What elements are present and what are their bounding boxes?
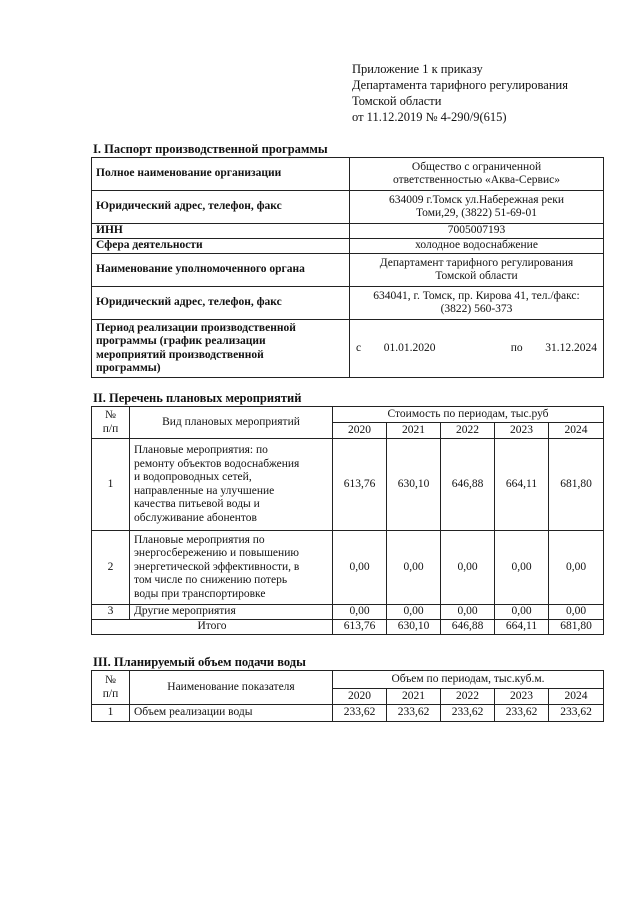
- measure-name-line: Плановые мероприятия: по: [134, 444, 268, 456]
- row-number: 2: [92, 531, 130, 605]
- year-header: 2021: [387, 689, 441, 705]
- header-line-2: Департамента тарифного регулирования: [352, 78, 568, 92]
- passport-label: Полное наименование организации: [92, 158, 350, 191]
- passport-label: Сфера деятельности: [92, 239, 350, 254]
- col-number-header: [92, 407, 130, 439]
- year-header: 2020: [333, 423, 387, 439]
- year-header: 2023: [495, 423, 549, 439]
- cost-cell: 0,00: [495, 605, 549, 620]
- measures-header-row: [92, 407, 604, 423]
- passport-value-line: Общество с ограниченной: [411, 160, 542, 173]
- period-label-line: Период реализации производственной: [96, 321, 296, 334]
- passport-table: [91, 157, 604, 378]
- col-cost-header: Стоимость по периодам, тыс.руб: [333, 407, 604, 423]
- table-row: [92, 439, 604, 531]
- volume-cell: 233,62: [441, 705, 495, 722]
- col-name-header: Наименование показателя: [130, 671, 333, 705]
- col-number-abbr: п/п: [102, 422, 119, 435]
- volume-table: [91, 670, 604, 722]
- passport-value: [350, 158, 604, 191]
- cost-cell: 0,00: [441, 605, 495, 620]
- passport-value: [350, 287, 604, 320]
- header-line-1: Приложение 1 к приказу: [352, 62, 483, 76]
- total-cell: 646,88: [441, 620, 495, 635]
- col-number-header: [92, 671, 130, 705]
- table-row: [92, 705, 604, 722]
- volume-cell: 233,62: [387, 705, 441, 722]
- col-volume-header: Объем по периодам, тыс.куб.м.: [333, 671, 604, 689]
- cost-cell: 0,00: [441, 531, 495, 605]
- header-line-3: Томской области: [352, 94, 442, 108]
- order-header: [352, 61, 568, 125]
- total-cell: 613,76: [333, 620, 387, 635]
- col-name-header: Вид плановых мероприятий: [130, 407, 333, 439]
- cost-cell: 0,00: [387, 531, 441, 605]
- passport-value: [350, 191, 604, 224]
- total-cell: 681,80: [549, 620, 604, 635]
- passport-label: Юридический адрес, телефон, факс: [92, 191, 350, 224]
- total-cell: 630,10: [387, 620, 441, 635]
- passport-period-row: [92, 320, 604, 378]
- passport-label: Наименование уполномоченного органа: [92, 254, 350, 287]
- cost-cell: 0,00: [333, 531, 387, 605]
- row-number: 3: [92, 605, 130, 620]
- table-row: [92, 605, 604, 620]
- row-number: 1: [92, 439, 130, 531]
- volume-cell: 233,62: [333, 705, 387, 722]
- measure-name: Другие мероприятия: [130, 605, 333, 620]
- cost-cell: 646,88: [441, 439, 495, 531]
- passport-row: [92, 224, 604, 239]
- passport-value-line: (3822) 560-373: [440, 303, 513, 315]
- total-row: [92, 620, 604, 635]
- passport-value-line: Томской области: [435, 270, 518, 282]
- period-label-line: программы (график реализации: [96, 335, 266, 347]
- cost-cell: 0,00: [495, 531, 549, 605]
- measure-name: [130, 439, 333, 531]
- passport-value-line: 634041, г. Томск, пр. Кирова 41, тел./факс:: [373, 289, 580, 302]
- cost-cell: 0,00: [549, 605, 604, 620]
- col-number-symbol: №: [105, 674, 116, 686]
- passport-value-line: ответственностью «Аква-Сервис»: [393, 174, 560, 186]
- measure-name-line: Плановые мероприятия по: [134, 533, 265, 546]
- volume-cell: 233,62: [495, 705, 549, 722]
- year-header: 2021: [387, 423, 441, 439]
- period-to-date: 31.12.2024: [545, 341, 597, 354]
- passport-value-line: Томи,29, (3822) 51-69-01: [416, 207, 537, 219]
- period-from-word: с: [356, 341, 362, 354]
- cost-cell: 681,80: [549, 439, 604, 531]
- volume-cell: 233,62: [549, 705, 604, 722]
- measure-name-line: ремонту объектов водоснабжения: [134, 457, 300, 470]
- year-header: 2022: [441, 423, 495, 439]
- volume-header-row: [92, 671, 604, 689]
- passport-row: [92, 158, 604, 191]
- period-from-date: 01.01.2020: [383, 341, 436, 354]
- period-label: [92, 320, 350, 378]
- measure-name-line: том числе по снижению потерь: [134, 574, 288, 587]
- measure-name-line: направленные на улучшение: [134, 484, 275, 497]
- col-number-abbr: п/п: [102, 687, 119, 700]
- year-header: 2024: [549, 423, 604, 439]
- passport-title: I. Паспорт производственной программы: [93, 142, 328, 156]
- col-number-symbol: №: [105, 409, 116, 421]
- measure-name-line: качества питьевой воды и: [134, 498, 260, 510]
- passport-value-line: Департамент тарифного регулирования: [379, 256, 574, 269]
- passport-value: холодное водоснабжение: [350, 239, 604, 254]
- period-label-line: мероприятий производственной: [96, 348, 264, 361]
- measures-table: [91, 406, 604, 635]
- measure-name-line: обслуживание абонентов: [134, 511, 257, 524]
- row-number: 1: [92, 705, 130, 722]
- measure-name: [130, 531, 333, 605]
- passport-value: 7005007193: [350, 224, 604, 239]
- volume-title: III. Планируемый объем подачи воды: [93, 655, 306, 669]
- indicator-name: Объем реализации воды: [130, 705, 333, 722]
- cost-cell: 0,00: [387, 605, 441, 620]
- cost-cell: 664,11: [495, 439, 549, 531]
- period-label-line: программы): [96, 362, 161, 374]
- measure-name-line: энергетической эффективности, в: [134, 560, 300, 573]
- measure-name-line: воды при транспортировке: [134, 587, 266, 600]
- passport-row: [92, 191, 604, 224]
- table-row: [92, 531, 604, 605]
- passport-value: [350, 254, 604, 287]
- passport-label: ИНН: [92, 224, 350, 239]
- total-label: Итого: [92, 620, 333, 635]
- year-header: 2022: [441, 689, 495, 705]
- period-to-word: по: [510, 341, 523, 354]
- passport-value-line: 634009 г.Томск ул.Набережная реки: [388, 193, 565, 206]
- cost-cell: 0,00: [333, 605, 387, 620]
- measure-name-line: энергосбережению и повышению: [134, 547, 299, 560]
- measure-name-line: и водопроводных сетей,: [134, 471, 252, 483]
- measures-title: II. Перечень плановых мероприятий: [93, 391, 302, 405]
- year-header: 2020: [333, 689, 387, 705]
- year-header: 2023: [495, 689, 549, 705]
- cost-cell: 613,76: [333, 439, 387, 531]
- header-line-4: от 11.12.2019 № 4-290/9(615): [352, 110, 507, 124]
- passport-row: [92, 239, 604, 254]
- passport-row: [92, 287, 604, 320]
- year-header: 2024: [549, 689, 604, 705]
- total-cell: 664,11: [495, 620, 549, 635]
- period-value: [350, 320, 604, 378]
- passport-label: Юридический адрес, телефон, факс: [92, 287, 350, 320]
- cost-cell: 630,10: [387, 439, 441, 531]
- period-range: [354, 342, 599, 356]
- cost-cell: 0,00: [549, 531, 604, 605]
- passport-row: [92, 254, 604, 287]
